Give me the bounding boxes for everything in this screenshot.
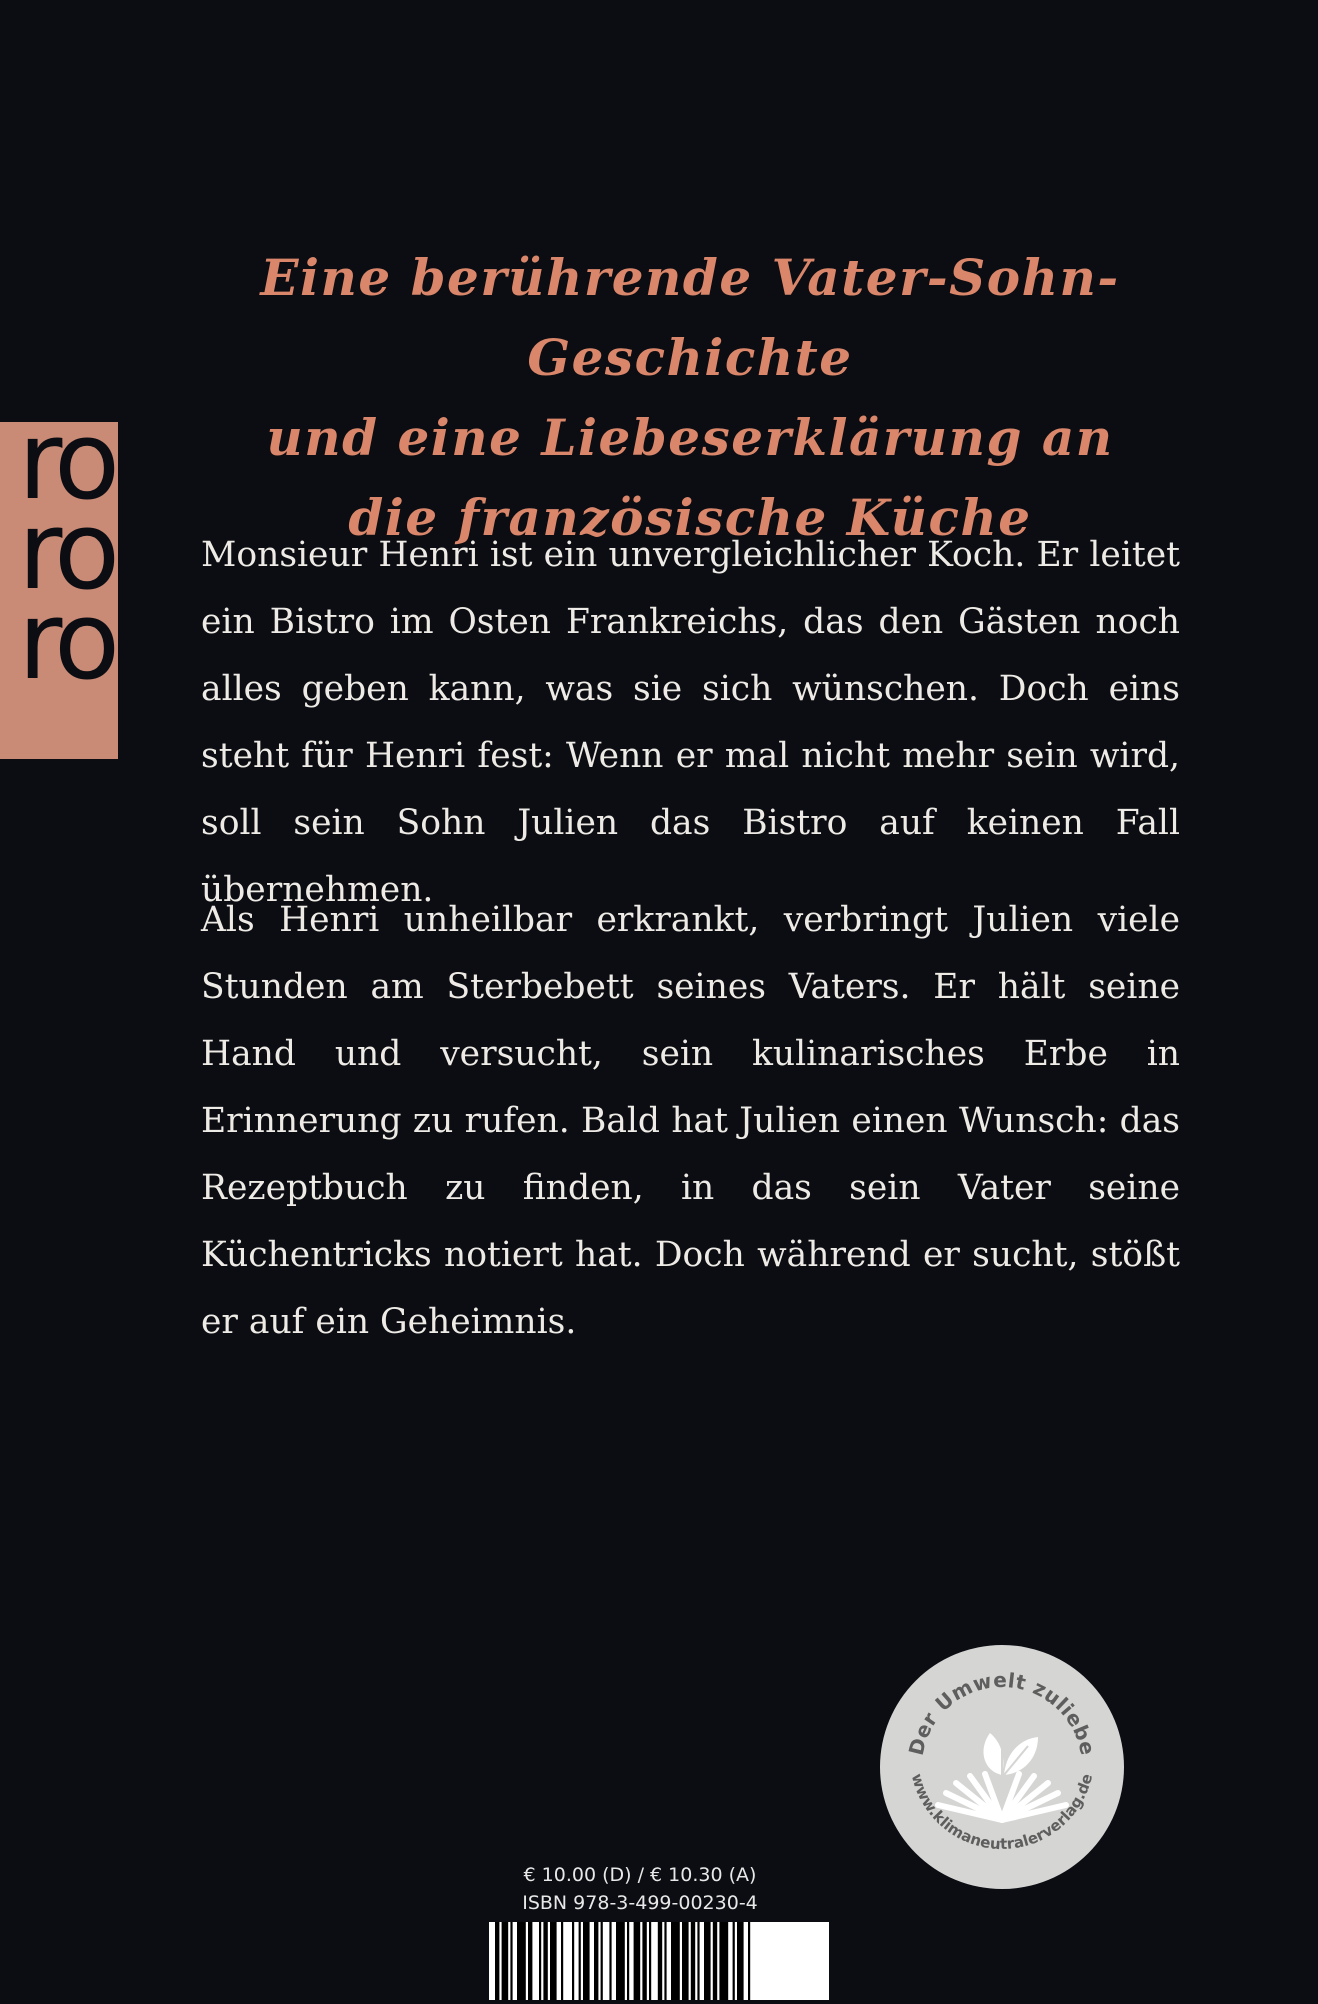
climate-badge-graphic [880,1645,1124,1889]
isbn-label: ISBN 978-3-499-00230-4 [522,1892,758,1914]
rororo-logo [0,422,118,759]
barcode-bar [697,1922,699,2000]
price-info [490,1861,790,1917]
barcode-bar [719,1922,728,2000]
barcode-bar [691,1922,695,2000]
blurb-paragraph-2: Als Henri unheilbar erkrankt, verbringt Julien viele Stunden am Sterbebett seines Vaters. Er hält seine Hand und versucht, sein kulinarisches Erbe in Erinnerung zu rufen. Bald hat Julien einen Wunsch: das Rezeptbuch zu finden, in das sein Vater seine Küchentricks notiert hat. Doch während er sucht, stößt er auf ein Geheimnis. [201,900,1180,1342]
price-label: € 10.00 (D) / € 10.30 (A) [523,1864,757,1886]
barcode-bar [616,1922,625,2000]
barcode-bar [601,1922,603,2000]
badge-bottom-text: www.klimaneutralerverlag.de [907,1771,1097,1854]
barcode-bar [634,1922,641,2000]
barcode-bar [539,1922,541,2000]
barcode-bar [543,1922,547,2000]
barcode-bar [748,1922,750,2000]
rororo-logo-line-3: ro [18,579,115,704]
rororo-logo-line-2: ro [18,489,115,614]
barcode-bar [737,1922,744,2000]
barcode-bar [609,1922,611,2000]
tagline-line-2: und eine Liebeserklärung an [266,408,1114,467]
tagline-line-3: die französische Küche [348,488,1032,547]
barcode-bars [489,1922,829,2000]
barcode-bar [561,1922,563,2000]
barcode-bar [713,1922,717,2000]
barcode-bar [658,1922,662,2000]
barcode-bar [682,1922,689,2000]
barcode-bar [502,1922,509,2000]
tagline-line-1: Eine berührende Vater-Sohn-Geschichte [260,248,1120,387]
climate-neutral-badge [880,1645,1124,1889]
barcode-bar [579,1922,581,2000]
barcode-bar [704,1922,711,2000]
barcode-bar [583,1922,590,2000]
barcode-bar [627,1922,629,2000]
badge-top-text: Der Umwelt zuliebe [903,1667,1101,1758]
barcode-bar [733,1922,735,2000]
barcode-bar [649,1922,651,2000]
barcode-bar [517,1922,526,2000]
barcode [489,1922,829,2000]
barcode-bar [594,1922,598,2000]
barcode-bar [671,1922,680,2000]
barcode-bar [528,1922,532,2000]
rororo-logo-line-1: ro [18,422,115,524]
barcode-bar [572,1922,574,2000]
barcode-bar [642,1922,646,2000]
tagline [170,238,1210,558]
barcode-bar [510,1922,512,2000]
barcode-bar [664,1922,666,2000]
blurb-paragraph-1: Monsieur Henri ist ein unvergleichlicher Koch. Er leitet ein Bistro im Osten Frankreichs, das den Gästen noch alles geben kann, was sie sich wünschen. Doch eins steht für Henri fest: Wenn er mal nicht mehr sein wird, soll sein Sohn Julien das Bistro auf keinen Fall übernehmen. [201,535,1180,910]
barcode-bar [495,1922,499,2000]
barcode-bar [550,1922,557,2000]
